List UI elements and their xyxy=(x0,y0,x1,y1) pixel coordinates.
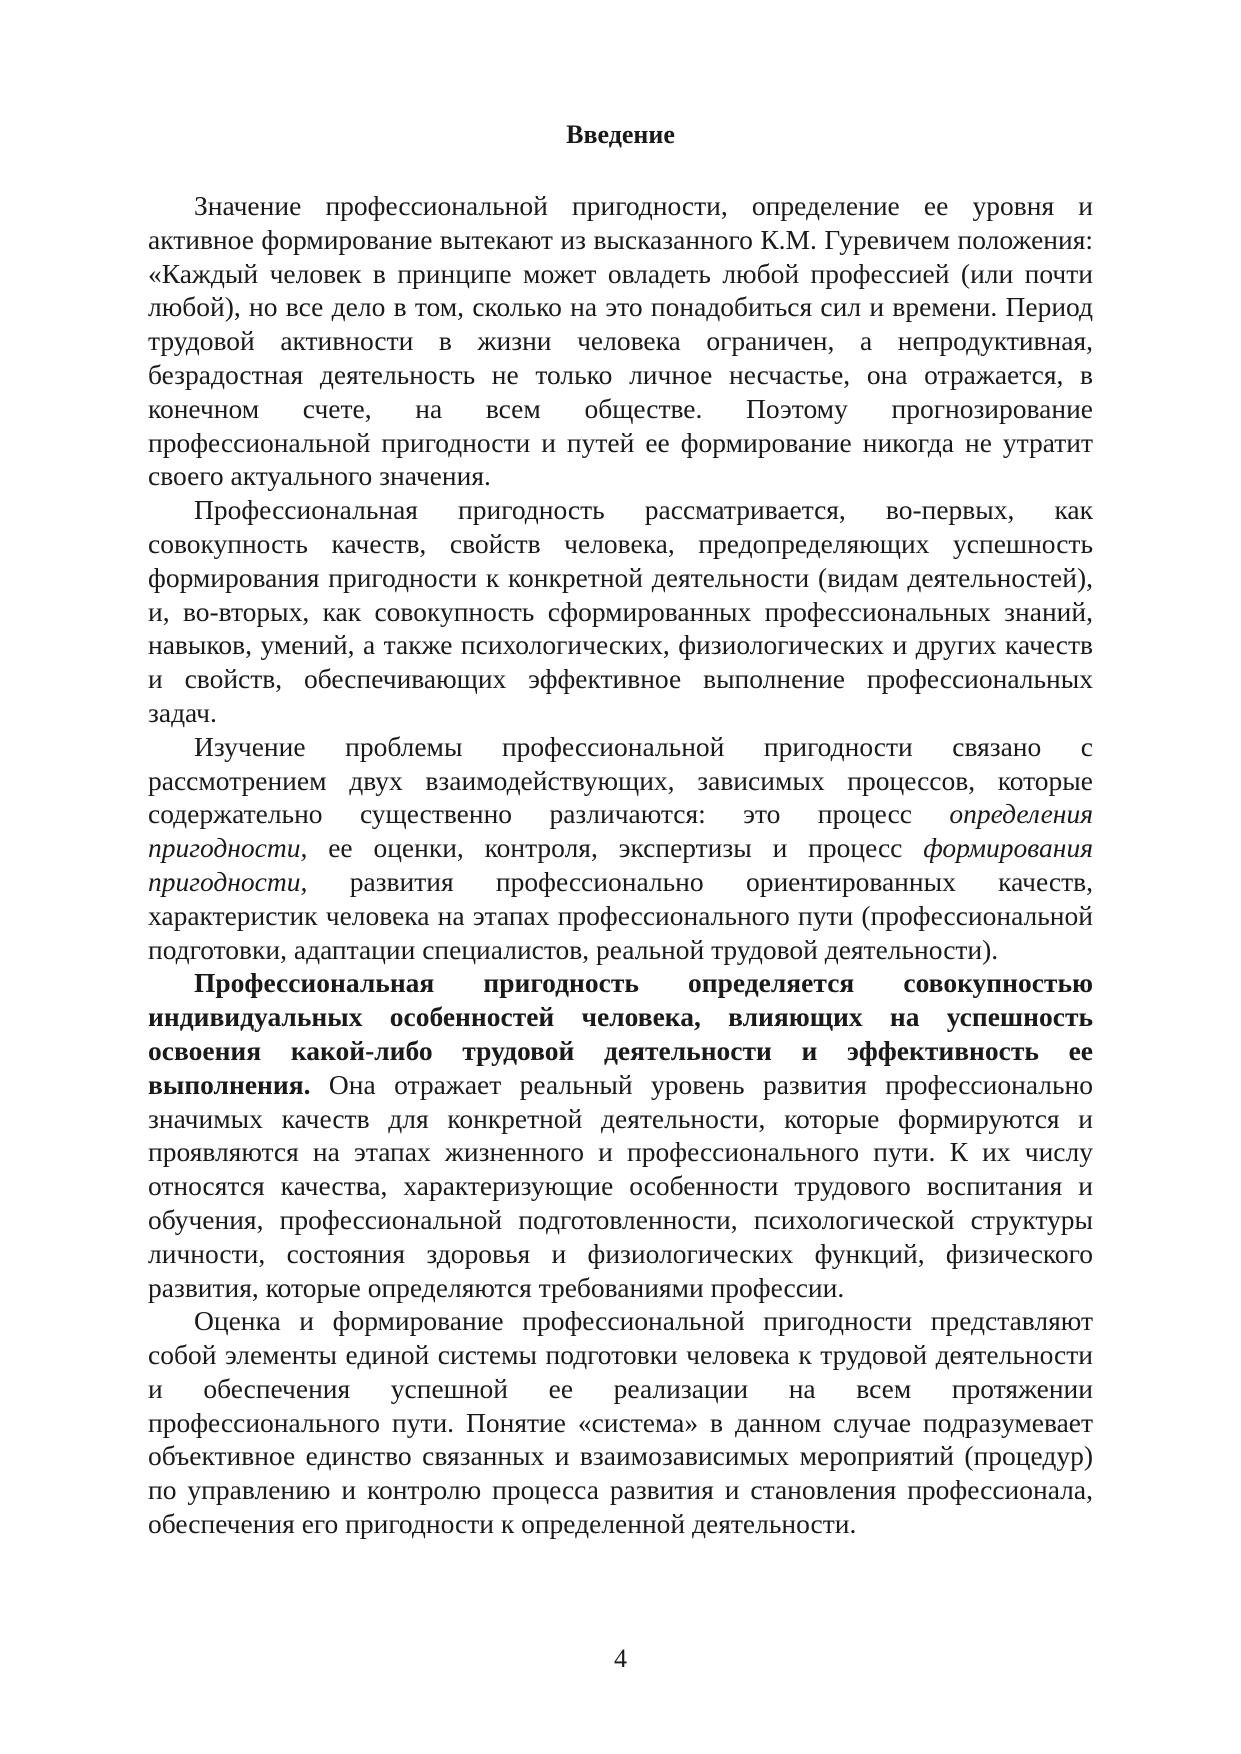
paragraph-5: Оценка и формирование профессиональной пригодности представляют собой элементы единой системы подготовки человека к трудовой деятельности и обеспечения успешной ее реализации на всем протяжении профессионального пути. Понятие «система» в данном случае подразумевает объективное единство связанных и взаимозависимых мероприятий (процедур) по управлению и контролю процесса развития и становления профессионала, обеспечения его пригодности к определенной деятельности. xyxy=(148,1305,1093,1540)
paragraph-3-text-1: Изучение проблемы профессиональной пригодности связано с рассмотрением двух взаимодействующих, зависимых процессов, которые содержательно существенно различаются: это процесс xyxy=(148,730,1093,830)
paragraph-4 xyxy=(148,966,1093,1304)
paragraph-3-italic-2: формирования пригодности, xyxy=(148,832,1093,897)
paragraph-4-definition: Профессиональная пригодность определяется совокупностью индивидуальных особенностей человека, влияющих на успешность освоения какой-либо трудовой деятельности и эффективность ее выполнения. xyxy=(148,967,1093,1100)
page-title: Введение xyxy=(566,120,675,149)
paragraph-1: Значение профессиональной пригодности, определение ее уровня и активное формирование вытекают из высказанного К.М. Гуревичем положения: «Каждый человек в принципе может овладеть любой профессией (или почти любой), но все дело в том, сколько на это понадобиться сил и времени. Период трудовой активности в жизни человека ограничен, а непродуктивная, безрадостная деятельность не только личное несчастье, она отражается, в конечном счете, на всем обществе. Поэтому прогнозирование профессиональной пригодности и путей ее формирование никогда не утратит своего актуального значения. xyxy=(148,190,1093,492)
paragraph-3-text-3: развития профессионально ориентированных качеств, характеристик человека на этапах профессионального пути (профессиональной подготовки, адаптации специалистов, реальной трудовой деятельности). xyxy=(148,865,1093,965)
paragraph-2: Профессиональная пригодность рассматривается, во-первых, как совокупность качеств, свойств человека, предопределяющих успешность формирования пригодности к конкретной деятельности (видам деятельностей), и, во-вторых, как совокупность сформированных профессиональных знаний, навыков, умений, а также психологических, физиологических и других качеств и свойств, обеспечивающих эффективное выполнение профессиональных задач. xyxy=(148,494,1093,728)
document-body xyxy=(148,189,1093,1541)
paragraph-3-text-2: ее оценки, контроля, экспертизы и процесс xyxy=(307,832,924,864)
paragraph-4-text: Она отражает реальный уровень развития профессионально значимых качеств для конкретной деятельности, которые формируются и проявляются на этапах жизненного и профессионального пути. К их числу относятся качества, характеризующие особенности трудового воспитания и обучения, профессиональной подготовленности, психологической структуры личности, состояния здоровья и физиологических функций, физического развития, которые определяются требованиями профессии. xyxy=(148,1068,1093,1303)
paragraph-3 xyxy=(148,730,1093,967)
page-number: 4 xyxy=(614,1644,627,1673)
paragraph-3-italic-1: определения пригодности, xyxy=(148,798,1093,864)
